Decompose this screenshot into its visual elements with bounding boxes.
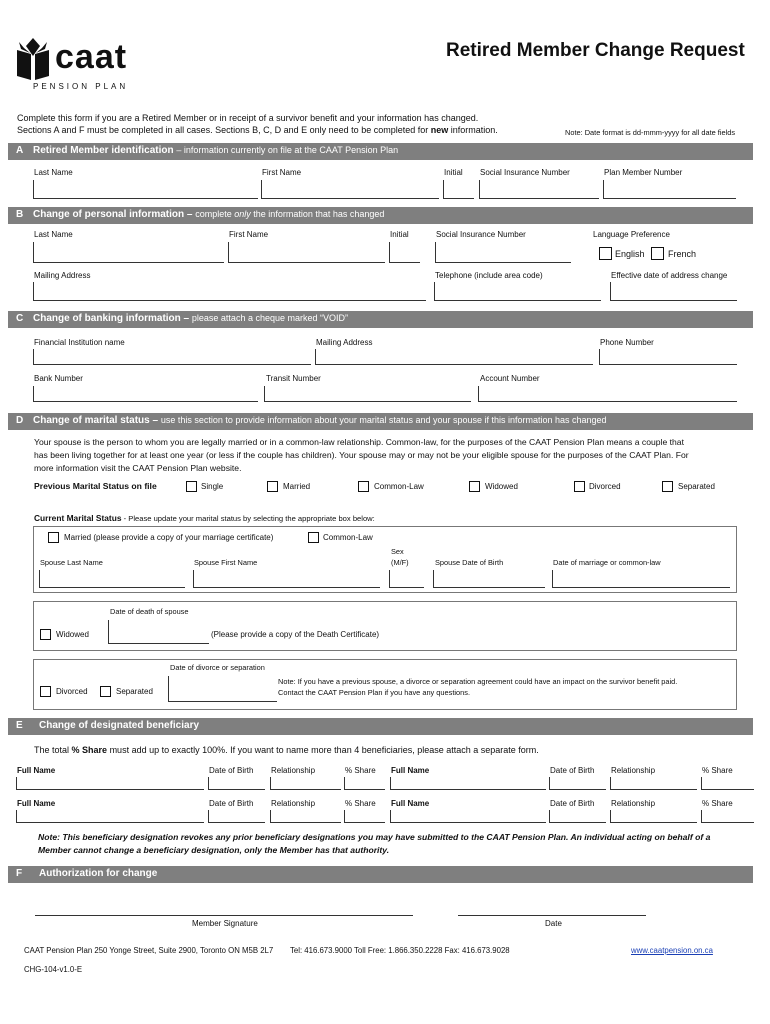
section-title [33, 145, 398, 156]
c-phone-field[interactable] [599, 349, 737, 365]
spouse-first-field[interactable] [193, 570, 380, 588]
beneficiary-note-2: Member cannot change a beneficiary designation, only the Member has that authority. [38, 845, 390, 855]
c-institution-field[interactable] [33, 349, 311, 365]
section-c-title: Change of banking information – [33, 313, 192, 324]
section-b-sub-a: complete [195, 209, 235, 219]
label-share-4: % Share [702, 799, 733, 808]
section-letter: E [16, 720, 23, 731]
divorced-checkbox[interactable] [40, 686, 51, 697]
spouse-sex-field[interactable] [389, 570, 424, 588]
prev-married-checkbox[interactable] [267, 481, 278, 492]
beneficiary-1-dob[interactable] [208, 777, 265, 790]
label-dob-2: Date of Birth [550, 766, 595, 775]
section-e-header [8, 718, 753, 735]
label-plan-number: Plan Member Number [604, 168, 683, 177]
common-law-checkbox[interactable] [308, 532, 319, 543]
section-letter: C [16, 313, 24, 324]
current-status-label [34, 513, 375, 523]
b-last-name-field[interactable] [33, 242, 224, 263]
signature-line[interactable] [35, 915, 413, 916]
prev-divorced-checkbox[interactable] [574, 481, 585, 492]
c-mailing-field[interactable] [315, 349, 593, 365]
label-full-name-1: Full Name [17, 766, 56, 775]
marriage-date-field[interactable] [552, 570, 730, 588]
label-institution: Financial Institution name [34, 338, 125, 347]
share-instruction [34, 745, 539, 755]
section-title [33, 415, 607, 426]
c-transit-field[interactable] [264, 386, 471, 402]
married-label: Married (please provide a copy of your marriage certificate) [64, 533, 274, 542]
separated-checkbox[interactable] [100, 686, 111, 697]
section-a-header [8, 143, 753, 160]
section-f-header [8, 866, 753, 883]
label-relationship-2: Relationship [611, 766, 656, 775]
section-b-header [8, 207, 753, 224]
b-initial-field[interactable] [389, 242, 420, 263]
beneficiary-note-1: Note: This beneficiary designation revokes any prior beneficiary designations you may have submitted to the CAAT Pension Plan. An individual acting on behalf of a [38, 832, 711, 842]
label-initial: Initial [444, 168, 463, 177]
page-title: Retired Member Change Request [446, 40, 745, 61]
current-status-note: - Please update your marital status by selecting the appropriate box below: [121, 514, 375, 523]
beneficiary-4-relationship[interactable] [610, 810, 697, 823]
label-full-name-2: Full Name [391, 766, 430, 775]
label-share-1: % Share [345, 766, 376, 775]
label-mailing-address: Mailing Address [34, 271, 91, 280]
label-dob-3: Date of Birth [209, 799, 254, 808]
c-account-field[interactable] [478, 386, 737, 402]
label-spouse-first: Spouse First Name [194, 558, 258, 567]
death-cert-note: (Please provide a copy of the Death Certificate) [211, 630, 380, 639]
section-letter: F [16, 868, 23, 879]
prev-common-law-checkbox[interactable] [358, 481, 369, 492]
beneficiary-4-dob[interactable] [549, 810, 606, 823]
section-e-title: Change of designated beneficiary [39, 720, 200, 731]
share-text-c: must add up to exactly 100%. If you want to name more than 4 beneficiaries, please attach a separate form. [107, 745, 539, 755]
beneficiary-4-share[interactable] [701, 810, 754, 823]
label-effective-date: Effective date of address change [611, 271, 728, 280]
label-sin: Social Insurance Number [480, 168, 570, 177]
label-sex-mf: (M/F) [391, 558, 409, 567]
label-bank-number: Bank Number [34, 374, 83, 383]
b-telephone-field[interactable] [434, 282, 601, 301]
intro-new: new [430, 125, 449, 135]
label-telephone: Telephone (include area code) [435, 271, 543, 280]
english-checkbox[interactable] [599, 247, 612, 260]
section-d-subtitle: use this section to provide information about your marital status and your spouse if this information has changed [160, 415, 607, 425]
b-mailing-field[interactable] [33, 282, 426, 301]
divorce-note-2: Contact the CAAT Pension Plan if you have any questions. [278, 688, 470, 697]
prev-married-label: Married [283, 482, 311, 491]
label-marriage-date: Date of marriage or common-law [553, 558, 661, 567]
logo-word: caat [55, 38, 128, 76]
label-first-name: First Name [229, 230, 269, 239]
section-d-header [8, 413, 753, 430]
prev-widowed-label: Widowed [485, 482, 518, 491]
label-relationship-4: Relationship [611, 799, 656, 808]
date-format-note: Note: Date format is dd-mmm-yyyy for all date fields [565, 128, 736, 137]
section-title [33, 313, 348, 324]
french-label: French [668, 249, 697, 259]
beneficiary-3-relationship[interactable] [270, 810, 341, 823]
section-a-subtitle: – information currently on file at the CAAT Pension Plan [176, 145, 399, 155]
label-sin: Social Insurance Number [436, 230, 526, 239]
beneficiary-3-name[interactable] [16, 810, 204, 823]
leaf-book-icon [15, 36, 51, 80]
section-b-sub-b: only [234, 209, 251, 219]
beneficiary-3-share[interactable] [344, 810, 385, 823]
share-text-a: The total [34, 745, 72, 755]
label-language: Language Preference [593, 230, 670, 239]
intro-line-2 [17, 125, 498, 135]
c-bank-field[interactable] [33, 386, 258, 402]
widowed-checkbox[interactable] [40, 629, 51, 640]
label-share-3: % Share [345, 799, 376, 808]
date-line[interactable] [458, 915, 646, 916]
previous-status-label: Previous Marital Status on file [34, 481, 157, 491]
form-id: CHG-104-v1.0-E [24, 965, 83, 974]
caat-logo [15, 36, 135, 96]
label-death-date: Date of death of spouse [110, 607, 189, 616]
label-transit-number: Transit Number [266, 374, 321, 383]
label-last-name: Last Name [34, 230, 73, 239]
label-full-name-3: Full Name [17, 799, 56, 808]
label-relationship-1: Relationship [271, 766, 316, 775]
footer-address: CAAT Pension Plan 250 Yonge Street, Suite 2900, Toronto ON M5B 2L7 [24, 946, 274, 955]
beneficiary-1-name[interactable] [16, 777, 204, 790]
section-f-title: Authorization for change [39, 868, 158, 879]
label-sex: Sex [391, 547, 404, 556]
prev-separated-label: Separated [678, 482, 715, 491]
section-letter: A [16, 145, 24, 156]
b-first-name-field[interactable] [228, 242, 385, 263]
married-checkbox[interactable] [48, 532, 59, 543]
label-spouse-last: Spouse Last Name [40, 558, 103, 567]
prev-divorced-label: Divorced [589, 482, 621, 491]
section-title [33, 209, 384, 220]
share-text-b: % Share [71, 745, 108, 755]
current-status-title: Current Marital Status [34, 513, 122, 523]
section-b-title: Change of personal information – [33, 209, 196, 220]
logo-subtitle: PENSION PLAN [33, 82, 129, 91]
section-c-header [8, 311, 753, 328]
section-b-sub-c: the information that has changed [250, 209, 385, 219]
a-sin-field[interactable] [479, 180, 599, 199]
intro-text: Sections A and F must be completed in all cases. Sections B, C, D and E only need to be completed for [17, 125, 431, 135]
a-last-name-field[interactable] [33, 180, 258, 199]
section-d-title: Change of marital status – [33, 415, 161, 426]
label-dob-1: Date of Birth [209, 766, 254, 775]
b-sin-field[interactable] [435, 242, 571, 263]
label-relationship-3: Relationship [271, 799, 316, 808]
divorce-date-field[interactable] [168, 676, 277, 702]
beneficiary-2-share[interactable] [701, 777, 754, 790]
a-first-name-field[interactable] [261, 180, 439, 199]
label-full-name-4: Full Name [391, 799, 430, 808]
common-law-label: Common-Law [323, 533, 373, 542]
prev-widowed-checkbox[interactable] [469, 481, 480, 492]
footer-phones: Tel: 416.673.9000 Toll Free: 1.866.350.2228 Fax: 416.673.9028 [290, 946, 510, 955]
divorce-note-1: Note: If you have a previous spouse, a divorce or separation agreement could have an impact on the survivor benefit paid. [278, 677, 678, 686]
death-date-field[interactable] [108, 620, 209, 644]
prev-single-label: Single [201, 482, 224, 491]
b-effective-field[interactable] [610, 282, 737, 301]
label-dob-4: Date of Birth [550, 799, 595, 808]
prev-common-law-label: Common-Law [374, 482, 424, 491]
section-letter: B [16, 209, 24, 220]
label-divorce-date: Date of divorce or separation [170, 663, 265, 672]
separated-label: Separated [116, 687, 153, 696]
beneficiary-1-share[interactable] [344, 777, 385, 790]
beneficiary-4-name[interactable] [390, 810, 546, 823]
label-account-number: Account Number [480, 374, 540, 383]
section-letter: D [16, 415, 24, 426]
english-label: English [615, 249, 645, 259]
spouse-definition-3: more information visit the CAAT Pension Plan website. [34, 463, 242, 473]
label-phone: Phone Number [600, 338, 654, 347]
footer-website-link[interactable]: www.caatpension.on.ca [631, 946, 713, 955]
prev-single-checkbox[interactable] [186, 481, 197, 492]
beneficiary-2-dob[interactable] [549, 777, 606, 790]
prev-separated-checkbox[interactable] [662, 481, 673, 492]
intro-line-1: Complete this form if you are a Retired Member or in receipt of a survivor benefit and your information has changed. [17, 113, 479, 123]
spouse-definition-1: Your spouse is the person to whom you are legally married or in a common-law relationship. Common-law, for the purposes of the CAAT Pension Plan means a couple that [34, 437, 684, 447]
label-spouse-dob: Spouse Date of Birth [435, 558, 504, 567]
beneficiary-3-dob[interactable] [208, 810, 265, 823]
beneficiary-2-name[interactable] [390, 777, 546, 790]
a-plan-number-field[interactable] [603, 180, 736, 199]
spouse-dob-field[interactable] [433, 570, 545, 588]
label-mailing-address: Mailing Address [316, 338, 373, 347]
label-share-2: % Share [702, 766, 733, 775]
spouse-definition-2: has been living together for at least one year (or less if the couple has children). Your spouse may or may not be your eligible spouse for the purposes of the CAAT Plan. For [34, 450, 689, 460]
spouse-last-field[interactable] [39, 570, 185, 588]
date-label: Date [545, 919, 562, 928]
intro-end: information. [448, 125, 498, 135]
section-a-title: Retired Member identification [33, 145, 174, 156]
label-last-name: Last Name [34, 168, 73, 177]
a-initial-field[interactable] [443, 180, 474, 199]
widowed-label: Widowed [56, 630, 89, 639]
beneficiary-2-relationship[interactable] [610, 777, 697, 790]
label-first-name: First Name [262, 168, 302, 177]
section-c-subtitle: please attach a cheque marked “VOID” [191, 313, 348, 323]
french-checkbox[interactable] [651, 247, 664, 260]
divorced-label: Divorced [56, 687, 88, 696]
label-initial: Initial [390, 230, 409, 239]
signature-label: Member Signature [192, 919, 258, 928]
beneficiary-1-relationship[interactable] [270, 777, 341, 790]
